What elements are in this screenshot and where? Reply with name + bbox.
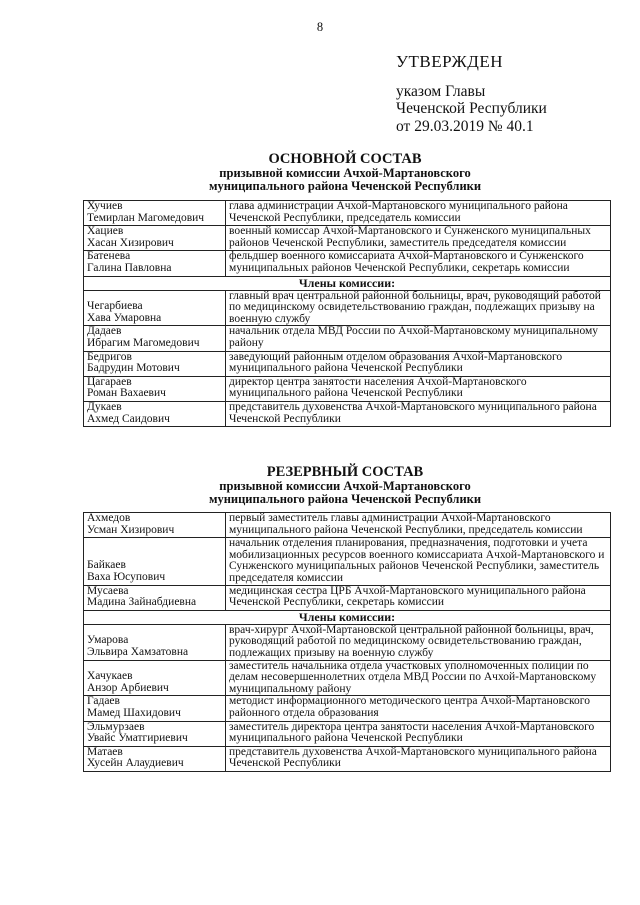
person-role: заведующий районным отделом образования Ачхой-Мартановского муниципального района Чеченской Республики [226, 351, 611, 376]
table-row [84, 201, 611, 226]
approval-line-3: от 29.03.2019 № 40.1 [396, 117, 534, 135]
reserve-section-title [80, 464, 610, 506]
person-name [84, 585, 226, 610]
person-role: методист информационного методического центра Ачхой-Мартановского районного отдела образования [226, 696, 611, 721]
person-name [84, 326, 226, 351]
table-row [84, 696, 611, 721]
surname: Байкаев [87, 559, 126, 572]
surname: Дукаев [87, 400, 122, 413]
table-row [84, 401, 611, 426]
person-name [84, 290, 226, 326]
given-name: Ваха Юсупович [87, 570, 166, 583]
person-role: глава администрации Ачхой-Мартановского муниципального района Чеченской Республики, председатель комиссии [226, 201, 611, 226]
main-section-heading: ОСНОВНОЙ СОСТАВ [268, 151, 422, 167]
person-role: первый заместитель главы администрации Ачхой-Мартановского муниципального района Чеченской Республики, председатель комиссии [226, 513, 611, 538]
surname: Цагараев [87, 375, 132, 388]
main-section-subtitle-1: призывной комиссии Ачхой-Мартановского [219, 166, 471, 180]
person-name [84, 351, 226, 376]
person-name [84, 696, 226, 721]
given-name: Мамед Шахидович [87, 706, 181, 719]
given-name: Хасан Хизирович [87, 236, 174, 249]
table-row [84, 376, 611, 401]
person-role: директор центра занятости населения Ачхой-Мартановского муниципального района Чеченской Республики [226, 376, 611, 401]
surname: Ахмедов [87, 512, 131, 524]
surname: Матаев [87, 745, 123, 758]
person-role: заместитель директора центра занятости населения Ачхой-Мартановского муниципального района Чеченской Республики [226, 721, 611, 746]
person-name [84, 226, 226, 251]
surname: Мусаева [87, 584, 129, 597]
members-header: Члены комиссии: [84, 276, 611, 290]
table-row [84, 226, 611, 251]
person-role: медицинская сестра ЦРБ Ачхой-Мартановского муниципального района Чеченской Республики, секретарь комиссии [226, 585, 611, 610]
given-name: Ахмед Саидович [87, 412, 170, 425]
approval-heading: УТВЕРЖДЕН [396, 52, 503, 71]
table-row [84, 624, 611, 660]
person-name [84, 401, 226, 426]
person-role: главный врач центральной районной больницы, врач, руководящий работой по медицинскому освидетельствованию граждан, подлежащих призыву на военную службу [226, 290, 611, 326]
given-name: Эльвира Хамзатовна [87, 645, 189, 658]
surname: Хациев [87, 225, 124, 238]
members-header-row [84, 276, 611, 290]
approval-stamp [396, 53, 626, 135]
table-row [84, 326, 611, 351]
reserve-section-heading: РЕЗЕРВНЫЙ СОСТАВ [266, 464, 424, 480]
surname: Хачукаев [87, 670, 133, 683]
surname: Бедригов [87, 350, 132, 363]
surname: Хучиев [87, 200, 123, 212]
table-row [84, 290, 611, 326]
given-name: Бадрудин Мотович [87, 362, 180, 375]
surname: Гадаев [87, 695, 120, 708]
members-header-row [84, 610, 611, 624]
main-section-subtitle-2: муниципального района Чеченской Республики [208, 179, 482, 193]
main-roster-table [83, 200, 611, 427]
given-name: Роман Вахаевич [87, 387, 166, 400]
surname: Эльмурзаев [87, 720, 145, 733]
reserve-section-subtitle-2: муниципального района Чеченской Республики [208, 492, 482, 506]
person-role: заместитель начальника отдела участковых уполномоченных полиции по делам несовершеннолетних отдела МВД России по Ачхой-Мартановскому муниципальному району [226, 660, 611, 696]
surname: Дадаев [87, 325, 122, 338]
reserve-roster-table [83, 512, 611, 772]
table-row [84, 585, 611, 610]
surname: Чегарбиева [87, 300, 143, 313]
person-name [84, 251, 226, 276]
reserve-section-subtitle-1: призывной комиссии Ачхой-Мартановского [219, 479, 471, 493]
table-row [84, 513, 611, 538]
main-section-title [80, 151, 610, 193]
given-name: Увайс Уматгириевич [87, 732, 188, 745]
person-name [84, 201, 226, 226]
table-row [84, 538, 611, 585]
given-name: Анзор Арбиевич [87, 681, 169, 694]
given-name: Мадина Зайнабдиевна [87, 596, 197, 609]
person-role: врач-хирург Ачхой-Мартановской центральной районной больницы, врач, руководящий работой по медицинскому освидетельствованию граждан, подлежащих призыву на военную службу [226, 624, 611, 660]
person-name [84, 624, 226, 660]
surname: Умарова [87, 634, 129, 647]
members-header: Члены комиссии: [84, 610, 611, 624]
table-row [84, 660, 611, 696]
given-name: Ибрагим Магомедович [87, 336, 200, 349]
person-role: представитель духовенства Ачхой-Мартановского муниципального района Чеченской Республики [226, 401, 611, 426]
table-row [84, 351, 611, 376]
approval-line-2: Чеченской Республики [396, 100, 547, 117]
table-row [84, 251, 611, 276]
given-name: Галина Павловна [87, 261, 172, 274]
person-name [84, 376, 226, 401]
surname: Батенева [87, 250, 131, 263]
person-name [84, 513, 226, 538]
person-name [84, 660, 226, 696]
person-role: представитель духовенства Ачхой-Мартановского муниципального района Чеченской Республики [226, 746, 611, 771]
table-row [84, 746, 611, 771]
page-number: 8 [316, 20, 324, 34]
person-role: военный комиссар Ачхой-Мартановского и Сунженского муниципальных районов Чеченской Республики, заместитель председателя комиссии [226, 226, 611, 251]
given-name: Усман Хизирович [87, 523, 175, 536]
table-row [84, 721, 611, 746]
person-name [84, 746, 226, 771]
given-name: Хава Умаровна [87, 311, 162, 324]
person-name [84, 721, 226, 746]
person-name [84, 538, 226, 585]
given-name: Хусейн Алаудиевич [87, 757, 184, 770]
person-role: фельдшер военного комиссариата Ачхой-Мартановского и Сунженского муниципальных районов Чеченской Республики, секретарь комиссии [226, 251, 611, 276]
given-name: Темирлан Магомедович [87, 211, 205, 224]
approval-line-1: указом Главы [396, 82, 486, 100]
person-role: начальник отделения планирования, предназначения, подготовки и учета мобилизационных ресурсов военного комиссариата Ачхой-Мартановского и Сунженского муниципальных районов Чеченской Республики, заместитель председателя комиссии [226, 538, 611, 585]
person-role: начальник отдела МВД России по Ачхой-Мартановскому муниципальному району [226, 326, 611, 351]
